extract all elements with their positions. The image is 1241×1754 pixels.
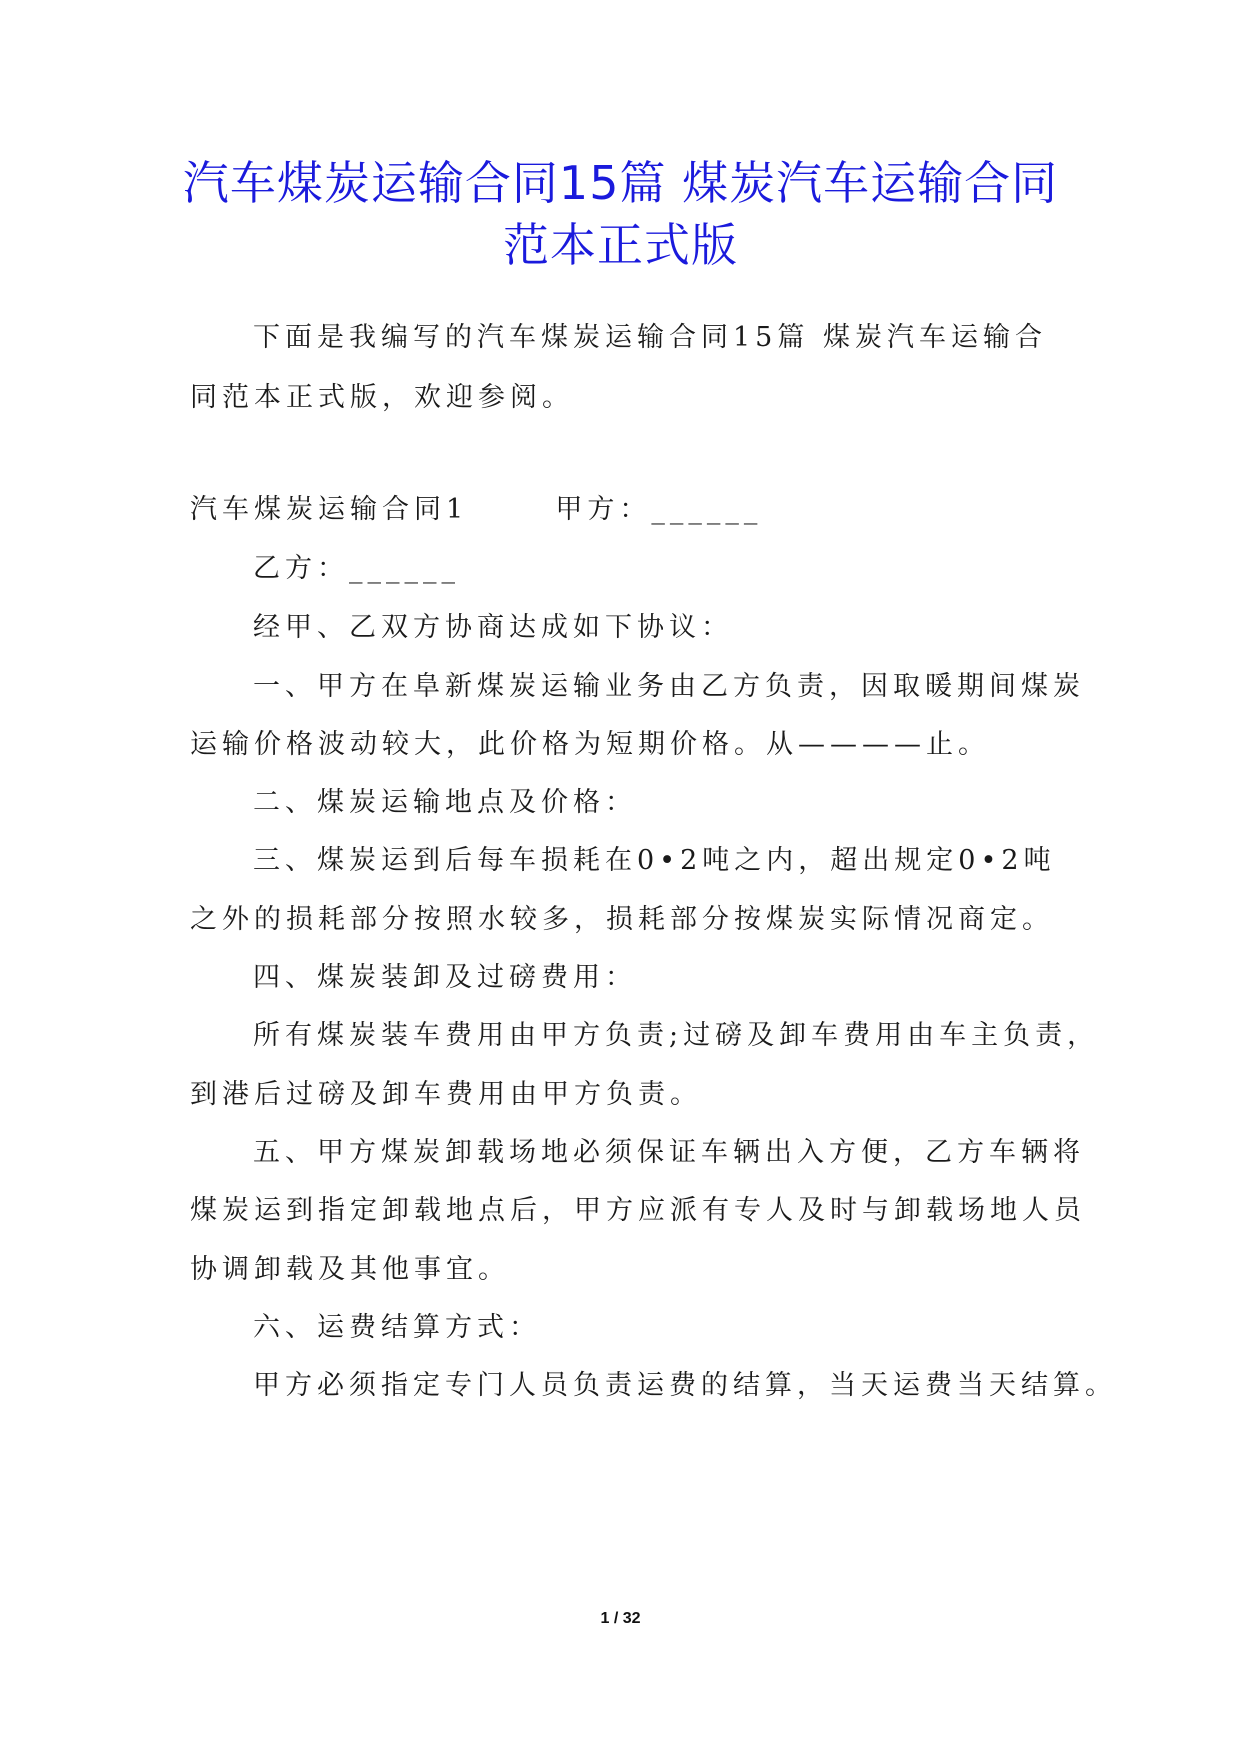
item-2: 二、煤炭运输地点及价格： bbox=[253, 787, 637, 818]
contract-heading-row bbox=[190, 490, 762, 530]
item-5-line-3: 协调卸载及其他事宜。 bbox=[190, 1254, 510, 1285]
item-6: 六、运费结算方式： bbox=[253, 1312, 541, 1343]
intro-line-2: 同范本正式版，欢迎参阅。 bbox=[190, 382, 574, 413]
item-5-line-1: 五、甲方煤炭卸载场地必须保证车辆出入方便，乙方车辆将 bbox=[253, 1137, 1085, 1168]
item-6-detail: 甲方必须指定专门人员负责运费的结算，当天运费当天结算。 bbox=[253, 1370, 1117, 1401]
agreement-text: 经甲、乙双方协商达成如下协议： bbox=[253, 612, 733, 643]
item-4: 四、煤炭装卸及过磅费用： bbox=[253, 962, 637, 993]
document-title bbox=[150, 152, 1091, 276]
item-1-line-2: 运输价格波动较大，此价格为短期价格。从————止。 bbox=[190, 729, 990, 760]
item-5-line-2: 煤炭运到指定卸载地点后，甲方应派有专人及时与卸载场地人员 bbox=[190, 1195, 1086, 1226]
item-4-detail-line-2: 到港后过磅及卸车费用由甲方负责。 bbox=[190, 1079, 702, 1110]
item-3-line-2: 之外的损耗部分按照水较多，损耗部分按煤炭实际情况商定。 bbox=[190, 904, 1054, 935]
party-a-field: 甲方：______ bbox=[555, 494, 763, 525]
item-1-line-1: 一、甲方在阜新煤炭运输业务由乙方负责，因取暖期间煤炭 bbox=[253, 671, 1085, 702]
page-indicator: 1 / 32 bbox=[600, 1610, 641, 1627]
title-line-2: 范本正式版 bbox=[503, 218, 738, 272]
intro-line-1: 下面是我编写的汽车煤炭运输合同15篇 煤炭汽车运输合 bbox=[253, 322, 1047, 353]
item-4-detail-line-1: 所有煤炭装车费用由甲方负责;过磅及卸车费用由车主负责， bbox=[253, 1020, 1100, 1051]
contract-heading: 汽车煤炭运输合同1 bbox=[190, 494, 469, 525]
item-3-line-1: 三、煤炭运到后每车损耗在0•2吨之内，超出规定0•2吨 bbox=[253, 845, 1056, 876]
party-b-field: 乙方：______ bbox=[253, 553, 460, 584]
title-line-1: 汽车煤炭运输合同15篇 煤炭汽车运输合同 bbox=[182, 156, 1059, 210]
